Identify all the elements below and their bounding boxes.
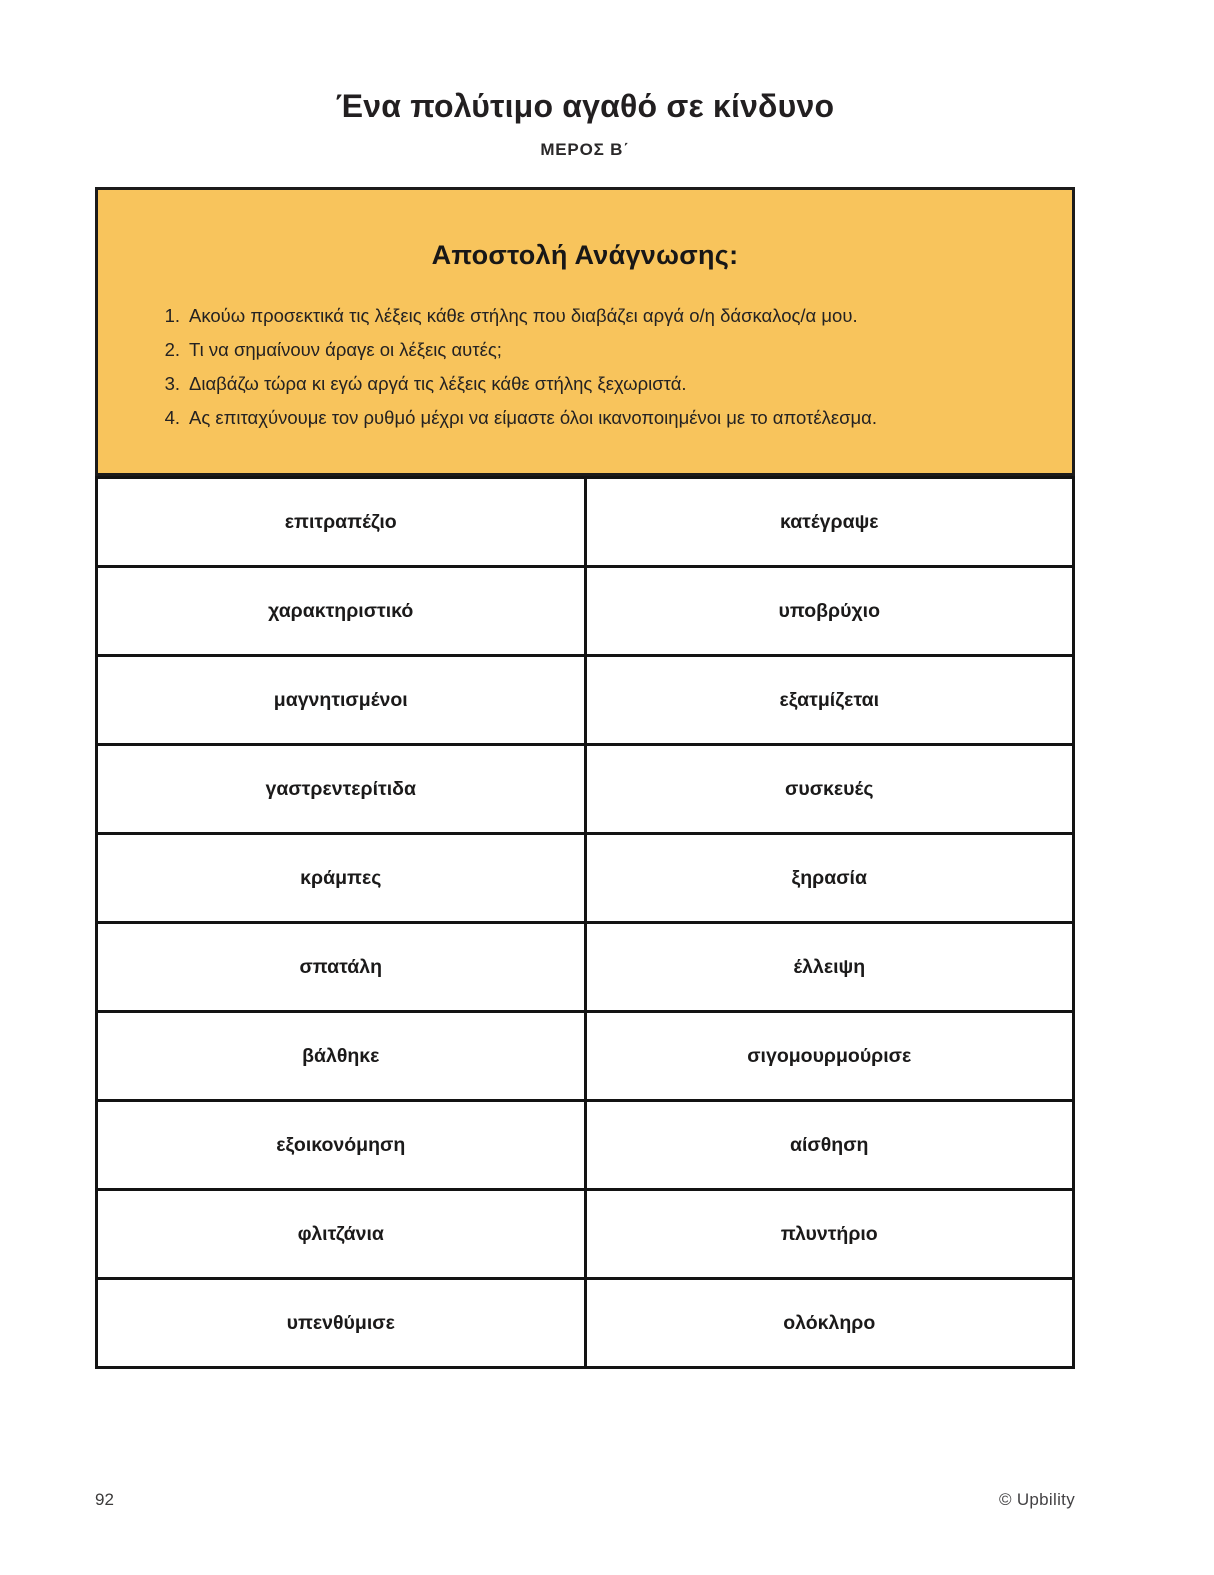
word-cell-right: συσκευές bbox=[585, 745, 1074, 834]
word-cell-left: σπατάλη bbox=[97, 923, 586, 1012]
page-number: 92 bbox=[95, 1490, 114, 1509]
word-cell-left: υπενθύμισε bbox=[97, 1279, 586, 1368]
step-text: Ακούω προσεκτικά τις λέξεις κάθε στήλης που διαβάζει αργά ο/η δάσκαλος/α μου. bbox=[189, 305, 858, 326]
step-number: 2. bbox=[164, 339, 180, 360]
table-row bbox=[97, 745, 1074, 834]
mission-step bbox=[154, 299, 1030, 333]
table-row bbox=[97, 478, 1074, 567]
reading-mission-box bbox=[95, 187, 1075, 476]
word-cell-right: σιγομουρμούρισε bbox=[585, 1012, 1074, 1101]
word-table-body bbox=[97, 478, 1074, 1368]
mission-heading: Αποστολή Ανάγνωσης: bbox=[431, 240, 739, 270]
table-row bbox=[97, 1012, 1074, 1101]
table-row bbox=[97, 834, 1074, 923]
word-table bbox=[95, 476, 1075, 1369]
word-cell-right: ξηρασία bbox=[585, 834, 1074, 923]
page-footer bbox=[95, 1490, 1075, 1510]
mission-step bbox=[154, 333, 1030, 367]
word-cell-left: επιτραπέζιο bbox=[97, 478, 586, 567]
word-cell-right: εξατμίζεται bbox=[585, 656, 1074, 745]
table-row bbox=[97, 1190, 1074, 1279]
word-cell-left: εξοικονόμηση bbox=[97, 1101, 586, 1190]
step-text: Ας επιταχύνουμε τον ρυθμό μέχρι να είμαστε όλοι ικανοποιημένοι με το αποτέλεσμα. bbox=[189, 407, 877, 428]
word-cell-right: αίσθηση bbox=[585, 1101, 1074, 1190]
table-row bbox=[97, 1101, 1074, 1190]
word-cell-left: χαρακτηριστικό bbox=[97, 567, 586, 656]
word-cell-right: πλυντήριο bbox=[585, 1190, 1074, 1279]
word-cell-right: κατέγραψε bbox=[585, 478, 1074, 567]
page-title: Ένα πολύτιμο αγαθό σε κίνδυνο bbox=[335, 88, 835, 124]
word-cell-left: μαγνητισμένοι bbox=[97, 656, 586, 745]
mission-step bbox=[154, 401, 1030, 435]
word-cell-right: ολόκληρο bbox=[585, 1279, 1074, 1368]
page-content bbox=[95, 0, 1075, 1369]
page-subtitle: ΜΕΡΟΣ Β΄ bbox=[540, 140, 630, 159]
table-row bbox=[97, 923, 1074, 1012]
step-number: 1. bbox=[164, 305, 180, 326]
copyright-notice: © Upbility bbox=[999, 1490, 1075, 1509]
word-cell-left: κράμπες bbox=[97, 834, 586, 923]
step-number: 4. bbox=[164, 407, 180, 428]
word-cell-right: έλλειψη bbox=[585, 923, 1074, 1012]
table-row bbox=[97, 1279, 1074, 1368]
word-cell-left: φλιτζάνια bbox=[97, 1190, 586, 1279]
step-number: 3. bbox=[164, 373, 180, 394]
table-row bbox=[97, 567, 1074, 656]
word-cell-left: γαστρεντερίτιδα bbox=[97, 745, 586, 834]
table-row bbox=[97, 656, 1074, 745]
word-cell-left: βάλθηκε bbox=[97, 1012, 586, 1101]
word-cell-right: υποβρύχιο bbox=[585, 567, 1074, 656]
step-text: Διαβάζω τώρα κι εγώ αργά τις λέξεις κάθε στήλης ξεχωριστά. bbox=[189, 373, 687, 394]
mission-steps bbox=[140, 299, 1030, 435]
mission-step bbox=[154, 367, 1030, 401]
step-text: Τι να σημαίνουν άραγε οι λέξεις αυτές; bbox=[189, 339, 502, 360]
